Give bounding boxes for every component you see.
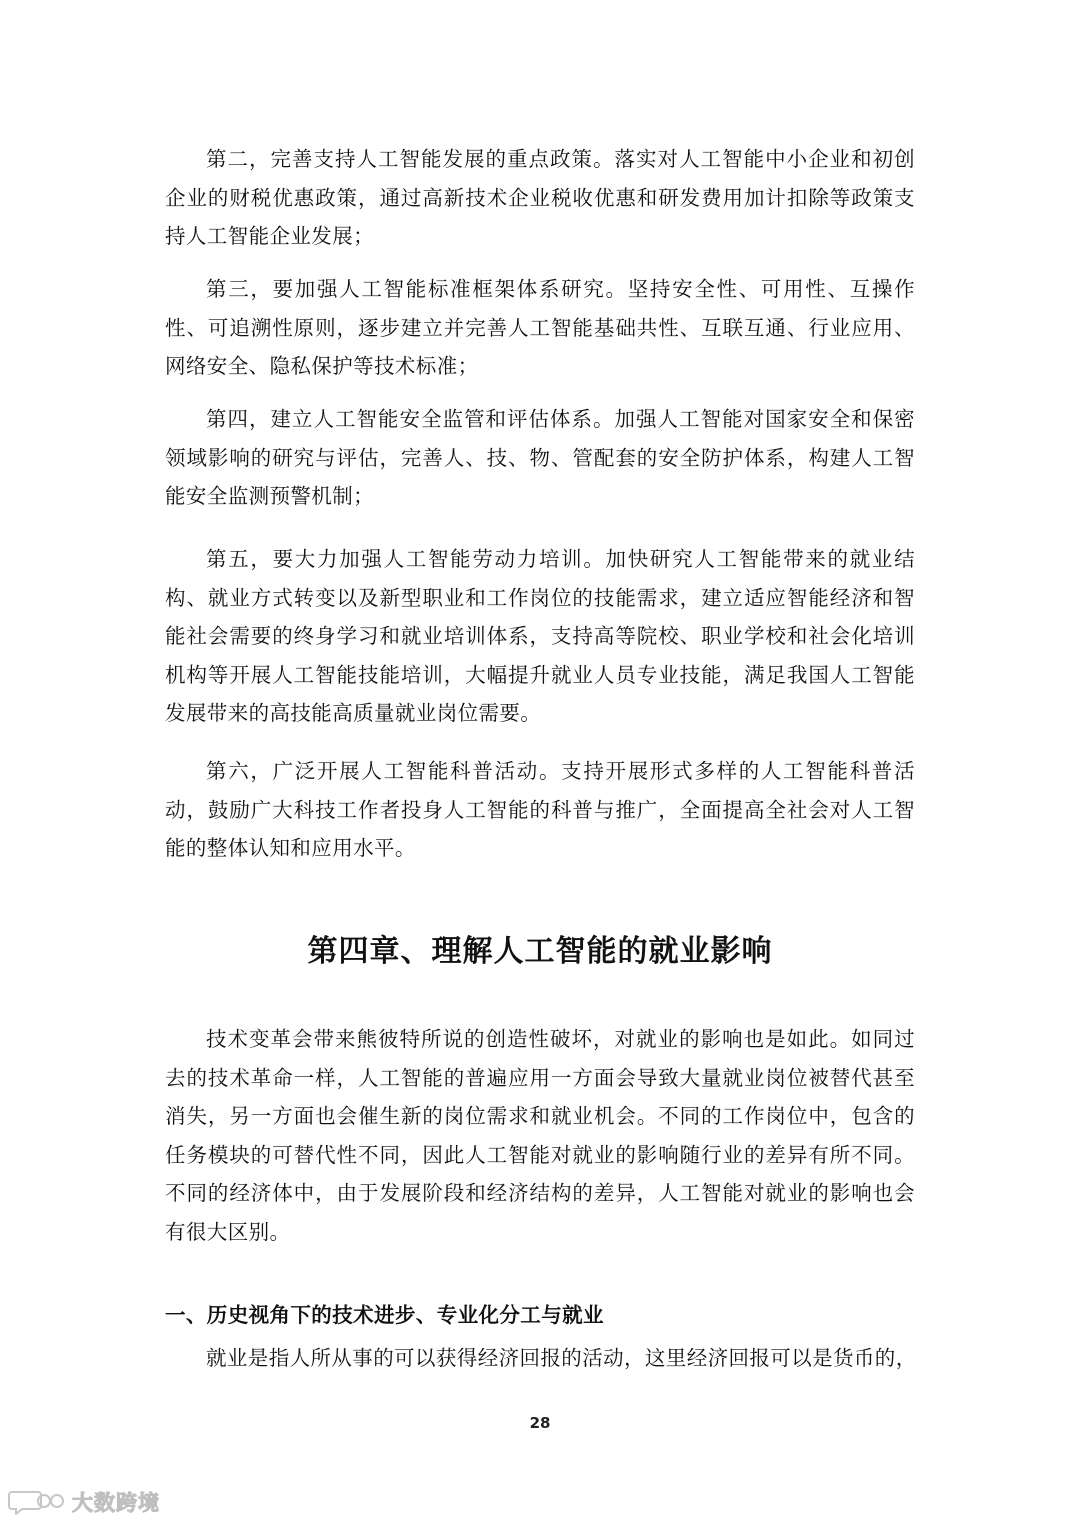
section-heading: 一、历史视角下的技术进步、专业化分工与就业 bbox=[165, 1303, 604, 1327]
chapter-title: 第四章、理解人工智能的就业影响 bbox=[307, 934, 773, 969]
paragraph-policy-2: 第二，完善支持人工智能发展的重点政策。落实对人工智能中小企业和初创企业的财税优惠政策，通过高新技术企业税收优惠和研发费用加计扣除等政策支持人工智能企业发展； bbox=[165, 147, 915, 249]
watermark bbox=[8, 1486, 160, 1518]
paragraph-policy-3: 第三，要加强人工智能标准框架体系研究。坚持安全性、可用性、互操作性、可追溯性原则，逐步建立并完善人工智能基础共性、互联互通、行业应用、网络安全、隐私保护等技术标准； bbox=[165, 277, 915, 379]
section-first-line: 就业是指人所从事的可以获得经济回报的活动，这里经济回报可以是货币的， bbox=[206, 1346, 917, 1370]
chat-bubble-logo-icon bbox=[8, 1489, 66, 1515]
paragraph-policy-4: 第四，建立人工智能安全监管和评估体系。加强人工智能对国家安全和保密领域影响的研究与评估，完善人、技、物、管配套的安全防护体系，构建人工智能安全监测预警机制； bbox=[165, 407, 915, 509]
watermark-text: 大数跨境 bbox=[72, 1491, 160, 1515]
paragraph-policy-6: 第六，广泛开展人工智能科普活动。支持开展形式多样的人工智能科普活动，鼓励广大科技工作者投身人工智能的科普与推广，全面提高全社会对人工智能的整体认知和应用水平。 bbox=[165, 759, 915, 861]
page-number: 28 bbox=[529, 1414, 551, 1432]
chapter-intro-paragraph: 技术变革会带来熊彼特所说的创造性破坏，对就业的影响也是如此。如同过去的技术革命一样，人工智能的普遍应用一方面会导致大量就业岗位被替代甚至消失，另一方面也会催生新的岗位需求和就业机会。不同的工作岗位中，包含的任务模块的可替代性不同，因此人工智能对就业的影响随行业的差异有所不同。不同的经济体中，由于发展阶段和经济结构的差异，人工智能对就业的影响也会有很大区别。 bbox=[165, 1027, 915, 1244]
paragraph-policy-5: 第五，要大力加强人工智能劳动力培训。加快研究人工智能带来的就业结构、就业方式转变以及新型职业和工作岗位的技能需求，建立适应智能经济和智能社会需要的终身学习和就业培训体系，支持高等院校、职业学校和社会化培训机构等开展人工智能技能培训，大幅提升就业人员专业技能，满足我国人工智能发展带来的高技能高质量就业岗位需要。 bbox=[165, 547, 915, 726]
